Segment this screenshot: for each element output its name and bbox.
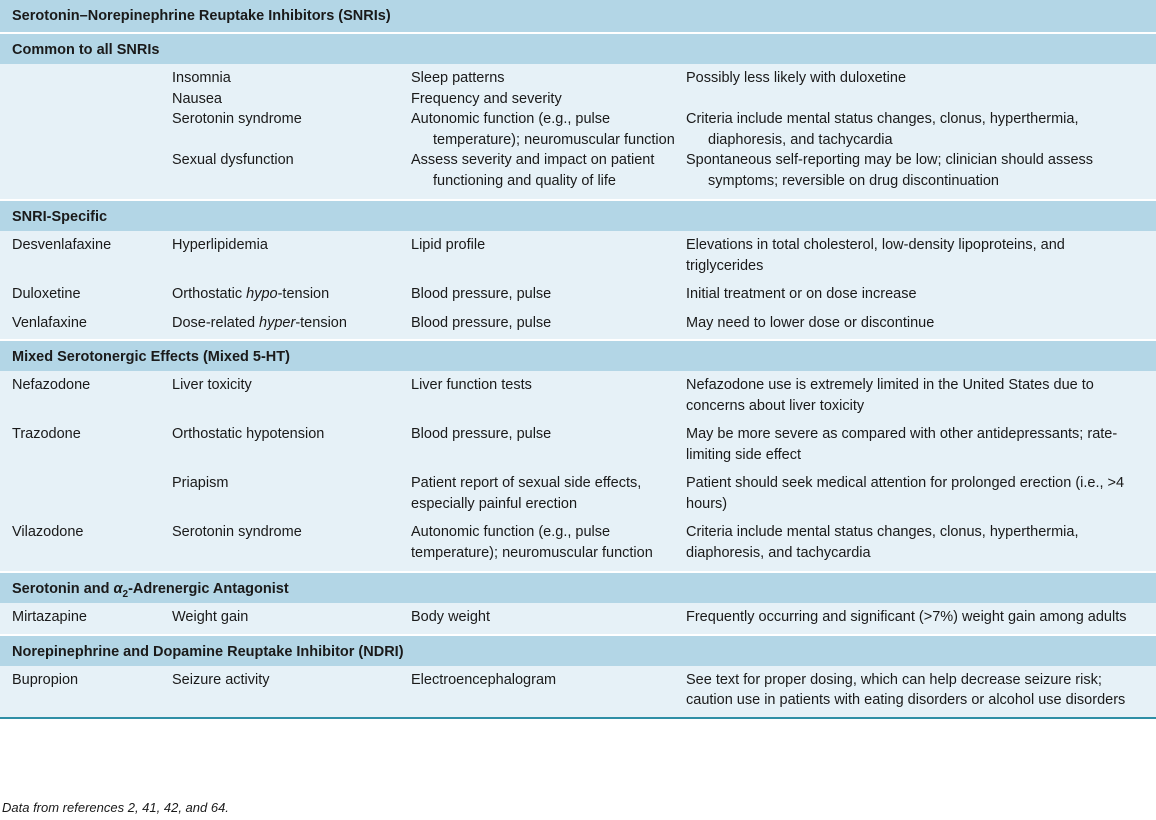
table-row (0, 371, 1156, 416)
table-bottom-rule (0, 717, 1156, 719)
comment-cell: Possibly less likely with duloxetine (686, 70, 907, 86)
table-row (0, 666, 1156, 711)
drug-cell: Mirtazapine (12, 609, 87, 625)
effect-cell: Priapism (172, 475, 229, 491)
section-body-alpha2 (0, 603, 1156, 634)
effect-cell: Hyperlipidemia (172, 237, 268, 253)
monitor-cell: Frequency and severity (411, 90, 562, 107)
drug-cell (0, 473, 172, 514)
effect-cell: Weight gain (172, 609, 249, 625)
monitor-cell: Sleep patterns (411, 70, 505, 86)
drug-cell: Desvenlafaxine (12, 237, 112, 253)
comment-cell: May be more severe as compared with other antidepressants; rate-limiting side effect (686, 426, 1118, 463)
monitor-cell: Autonomic function (e.g., pulse temperature); neuromuscular function (411, 111, 675, 148)
section-header-alpha2: Serotonin and $\alpha_2$-Adrenergic Antagonist (0, 571, 1156, 603)
table-row (0, 305, 1156, 334)
drug-cell: Vilazodone (12, 524, 84, 540)
comment-cell: May need to lower dose or discontinue (686, 314, 935, 331)
table-row (0, 231, 1156, 276)
comment-cell: See text for proper dosing, which can help decrease seizure risk; caution use in patients with eating disorders or alcohol use disorders (686, 671, 1126, 708)
comment-cell: Initial treatment or on dose increase (686, 286, 917, 302)
comment-cell: Nefazodone use is extremely limited in the United States due to concerns about liver toxicity (686, 377, 1094, 414)
monitor-cell: Lipid profile (411, 237, 486, 253)
section-header-snri-specific: SNRI-Specific (0, 199, 1156, 231)
effect-cell: Nausea (172, 90, 222, 107)
section-header-mixed: Mixed Serotonergic Effects (Mixed 5-HT) (0, 339, 1156, 371)
comment-cell: Criteria include mental status changes, clonus, hyperthermia, diaphoresis, and tachycardia (686, 111, 1079, 148)
effect-cell: Dose-related hyper-tension (172, 314, 347, 331)
table-footnote: Data from references 2, 41, 42, and 64. (2, 800, 229, 815)
monitor-cell: Body weight (411, 609, 490, 625)
comment-cell: Elevations in total cholesterol, low-density lipoproteins, and triglycerides (686, 237, 1065, 274)
drug-cell: Nefazodone (12, 377, 91, 393)
monitor-cell: Electroencephalogram (411, 671, 557, 688)
section-header-ndri: Norepinephrine and Dopamine Reuptake Inhibitor (NDRI) (0, 634, 1156, 666)
effect-cell: Sexual dysfunction (172, 152, 294, 168)
effect-cell: Seizure activity (172, 671, 270, 688)
comment-cell: Patient should seek medical attention for prolonged erection (i.e., >4 hours) (686, 475, 1125, 512)
effect-cell: Orthostatic hypotension (172, 426, 325, 442)
monitor-cell: Liver function tests (411, 377, 532, 393)
effect-cell: Serotonin syndrome (172, 111, 302, 127)
effect-cell: Serotonin syndrome (172, 524, 302, 540)
monitor-cell: Blood pressure, pulse (411, 426, 552, 442)
table-row (0, 276, 1156, 305)
monitor-cell: Autonomic function (e.g., pulse temperature); neuromuscular function (411, 524, 653, 561)
comment-cell: Frequently occurring and significant (>7%) weight gain among adults (686, 609, 1127, 625)
drug-cell: Bupropion (12, 671, 79, 688)
section-header-common: Common to all SNRIs (0, 32, 1156, 64)
table-row (0, 109, 1156, 150)
drug-cell: Venlafaxine (12, 314, 87, 331)
section-body-common (0, 64, 1156, 199)
comment-cell: Spontaneous self-reporting may be low; clinician should assess symptoms; reversible on drug discontinuation (686, 152, 1094, 189)
monitor-cell: Patient report of sexual side effects, especially painful erection (411, 475, 642, 512)
table-row (0, 89, 1156, 110)
table-row (0, 64, 1156, 89)
table-row (0, 150, 1156, 191)
monitor-cell: Blood pressure, pulse (411, 314, 552, 331)
monitor-cell: Blood pressure, pulse (411, 286, 552, 302)
comment-cell: Criteria include mental status changes, clonus, hyperthermia, diaphoresis, and tachycardia (686, 524, 1079, 561)
drug-cell: Duloxetine (12, 286, 81, 302)
effect-cell: Orthostatic hypo-tension (172, 286, 330, 302)
monitor-cell: Assess severity and impact on patient functioning and quality of life (411, 152, 655, 189)
table-row (0, 416, 1156, 465)
effect-cell: Liver toxicity (172, 377, 252, 393)
section-body-snri-specific (0, 231, 1156, 339)
effect-cell: Insomnia (172, 70, 231, 86)
table-row (0, 465, 1156, 514)
section-body-ndri (0, 666, 1156, 717)
section-header-snri: Serotonin–Norepinephrine Reuptake Inhibitors (SNRIs) (0, 0, 1156, 32)
table-row (0, 514, 1156, 563)
section-body-mixed (0, 371, 1156, 571)
drug-cell: Trazodone (12, 426, 81, 442)
table-row (0, 603, 1156, 628)
